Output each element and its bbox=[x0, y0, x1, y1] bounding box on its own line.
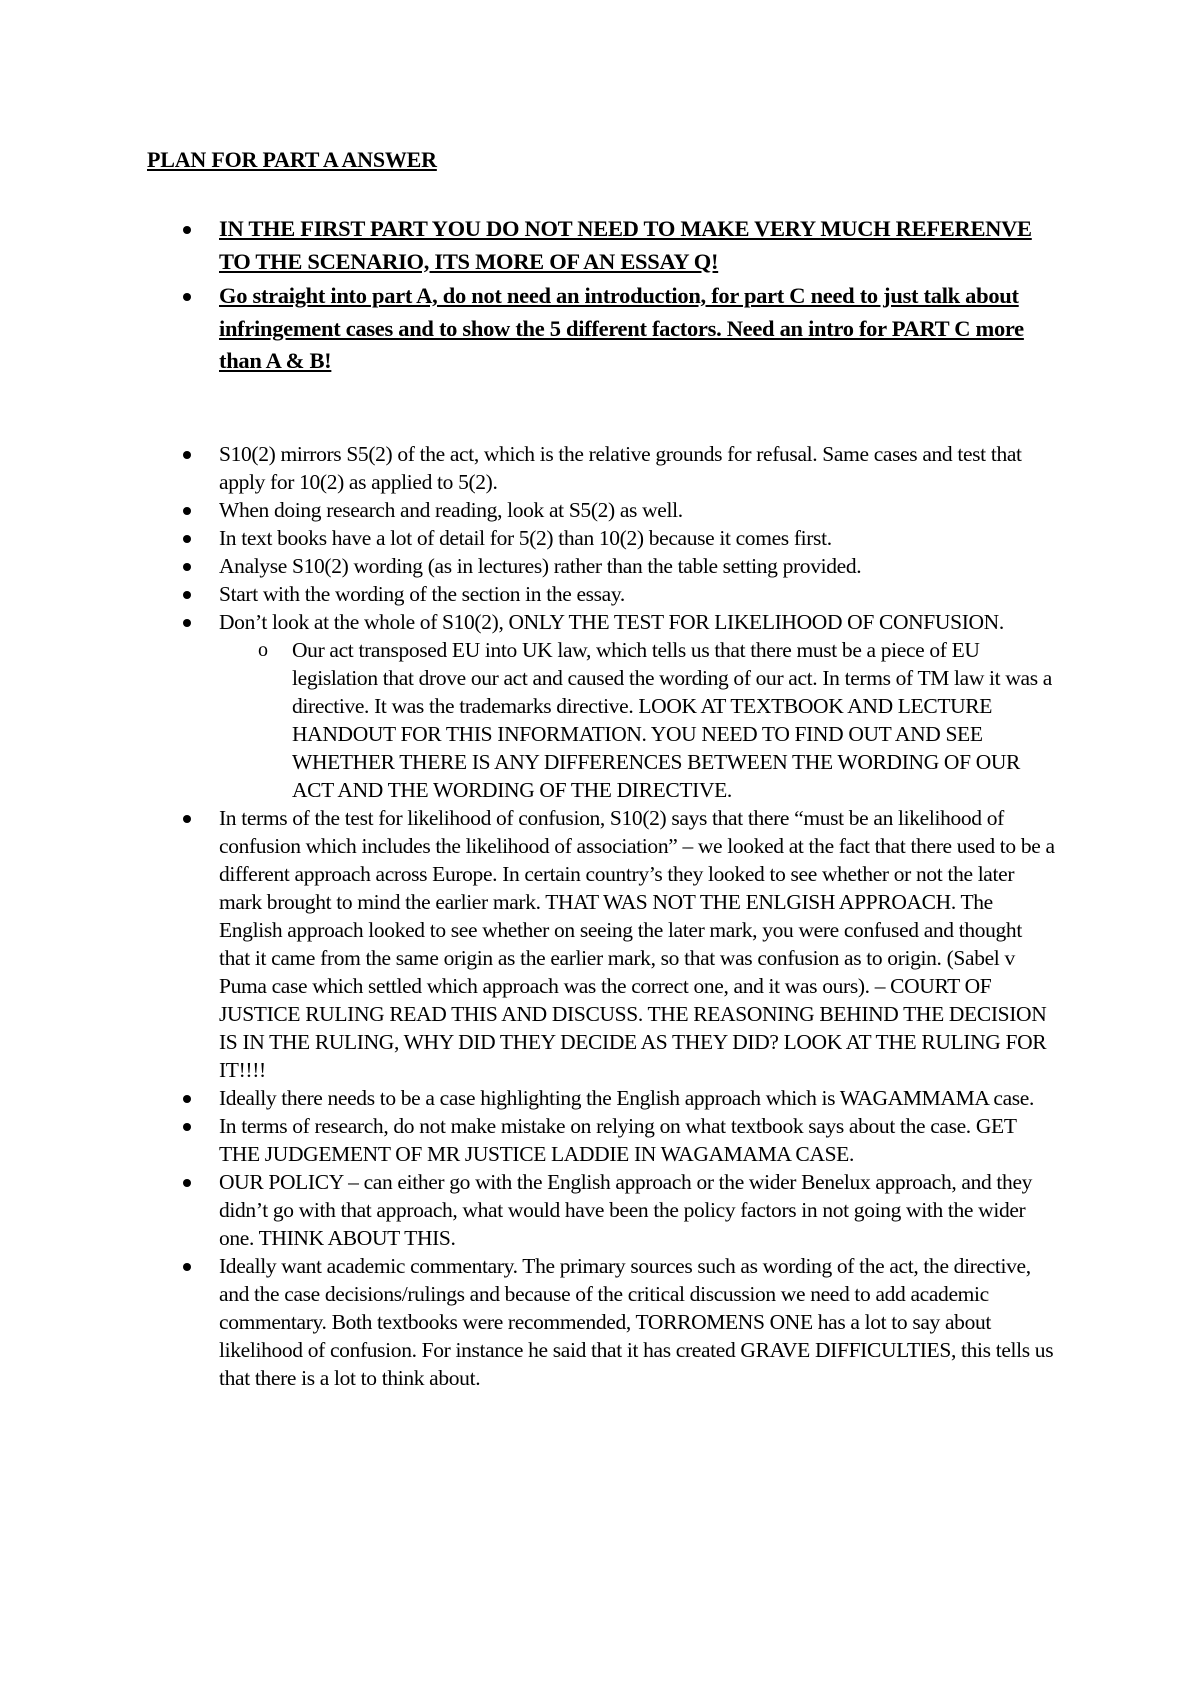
list-item bbox=[0, 1252, 1055, 1392]
notes-bullet-list bbox=[0, 440, 1200, 1392]
bullet-icon bbox=[183, 293, 191, 301]
list-item bbox=[0, 1084, 1055, 1112]
bullet-icon bbox=[183, 451, 191, 459]
bullet-icon bbox=[183, 226, 191, 234]
bold-bullet-list bbox=[0, 213, 1200, 378]
bullet-icon bbox=[183, 563, 191, 571]
list-item-text: OUR POLICY – can either go with the English approach or the wider Benelux approach, and they didn’t go with that approach, what would have been the policy factors in not going with the wider one. THINK ABOUT THIS. bbox=[219, 1170, 1033, 1250]
bullet-icon bbox=[183, 1263, 191, 1271]
list-item-text: Analyse S10(2) wording (as in lectures) rather than the table setting provided. bbox=[219, 554, 862, 578]
list-item-text: S10(2) mirrors S5(2) of the act, which is the relative grounds for refusal. Same cases and test that apply for 10(2) as applied to 5(2). bbox=[219, 442, 1022, 494]
bullet-icon bbox=[183, 619, 191, 627]
list-item bbox=[0, 440, 1055, 496]
document-title: PLAN FOR PART A ANSWER bbox=[147, 147, 437, 172]
list-item bbox=[0, 524, 1055, 552]
bullet-icon bbox=[183, 1095, 191, 1103]
list-item bbox=[0, 552, 1055, 580]
list-item-text: In terms of research, do not make mistake on relying on what textbook says about the case. GET THE JUDGEMENT OF MR JUSTICE LADDIE IN WAGAMAMA CASE. bbox=[219, 1114, 1017, 1166]
list-item-text: In text books have a lot of detail for 5(2) than 10(2) because it comes first. bbox=[219, 526, 832, 550]
bullet-icon bbox=[183, 507, 191, 515]
list-item bbox=[0, 213, 1055, 278]
list-item bbox=[0, 1168, 1055, 1252]
list-item-text: IN THE FIRST PART YOU DO NOT NEED TO MAKE VERY MUCH REFERENVE TO THE SCENARIO, ITS MORE OF AN ESSAY Q! bbox=[219, 216, 1032, 274]
sub-list-item-text: Our act transposed EU into UK law, which tells us that there must be a piece of EU legislation that drove our act and caused the wording of our act. In terms of TM law it was a directive. It was the trademarks directive. LOOK AT TEXTBOOK AND LECTURE HANDOUT FOR THIS INFORMATION. YOU NEED TO FIND OUT AND SEE WHETHER THERE IS ANY DIFFERENCES BETWEEN THE WORDING OF OUR ACT AND THE WORDING OF THE DIRECTIVE. bbox=[292, 638, 1052, 802]
list-item bbox=[0, 580, 1055, 608]
bullet-icon bbox=[183, 815, 191, 823]
list-item bbox=[0, 280, 1055, 378]
bullet-icon bbox=[183, 591, 191, 599]
list-item bbox=[0, 496, 1055, 524]
hollow-bullet-icon: o bbox=[258, 639, 268, 661]
bullet-icon bbox=[183, 1179, 191, 1187]
list-item-text: In terms of the test for likelihood of confusion, S10(2) says that there “must be an likelihood of confusion which includes the likelihood of association” – we looked at the fact that there used to be a different approach across Europe. In certain country’s they looked to see whether or not the later mark brought to mind the earlier mark. THAT WAS NOT THE ENLGISH APPROACH. The English approach looked to see whether on seeing the later mark, you were confused and thought that it came from the same origin as the earlier mark, so that was confusion as to origin. (Sabel v Puma case which settled which approach was the correct one, and it was ours). – COURT OF JUSTICE RULING READ THIS AND DISCUSS. THE REASONING BEHIND THE DECISION IS IN THE RULING, WHY DID THEY DECIDE AS THEY DID? LOOK AT THE RULING FOR IT!!!! bbox=[219, 806, 1055, 1082]
list-item-text: Ideally there needs to be a case highlighting the English approach which is WAGAMMAMA case. bbox=[219, 1086, 1035, 1110]
list-item bbox=[0, 1112, 1055, 1168]
list-item-text: Don’t look at the whole of S10(2), ONLY THE TEST FOR LIKELIHOOD OF CONFUSION. bbox=[219, 610, 1004, 634]
list-item-text: Go straight into part A, do not need an introduction, for part C need to just talk about infringement cases and to show the 5 different factors. Need an intro for PART C more than A & B! bbox=[219, 283, 1024, 373]
bullet-icon bbox=[183, 535, 191, 543]
list-item-text: Ideally want academic commentary. The primary sources such as wording of the act, the directive, and the case decisions/rulings and because of the critical discussion we need to add academic commentary. Both textbooks were recommended, TORROMENS ONE has a lot to say about likelihood of confusion. For instance he said that it has created GRAVE DIFFICULTIES, this tells us that there is a lot to think about. bbox=[219, 1254, 1054, 1390]
sub-bullet-list bbox=[219, 636, 1055, 804]
list-item-text: Start with the wording of the section in the essay. bbox=[219, 582, 625, 606]
list-item bbox=[0, 608, 1055, 804]
sub-list-item bbox=[219, 636, 1055, 804]
list-item-text: When doing research and reading, look at S5(2) as well. bbox=[219, 498, 683, 522]
list-item bbox=[0, 804, 1055, 1084]
bullet-icon bbox=[183, 1123, 191, 1131]
